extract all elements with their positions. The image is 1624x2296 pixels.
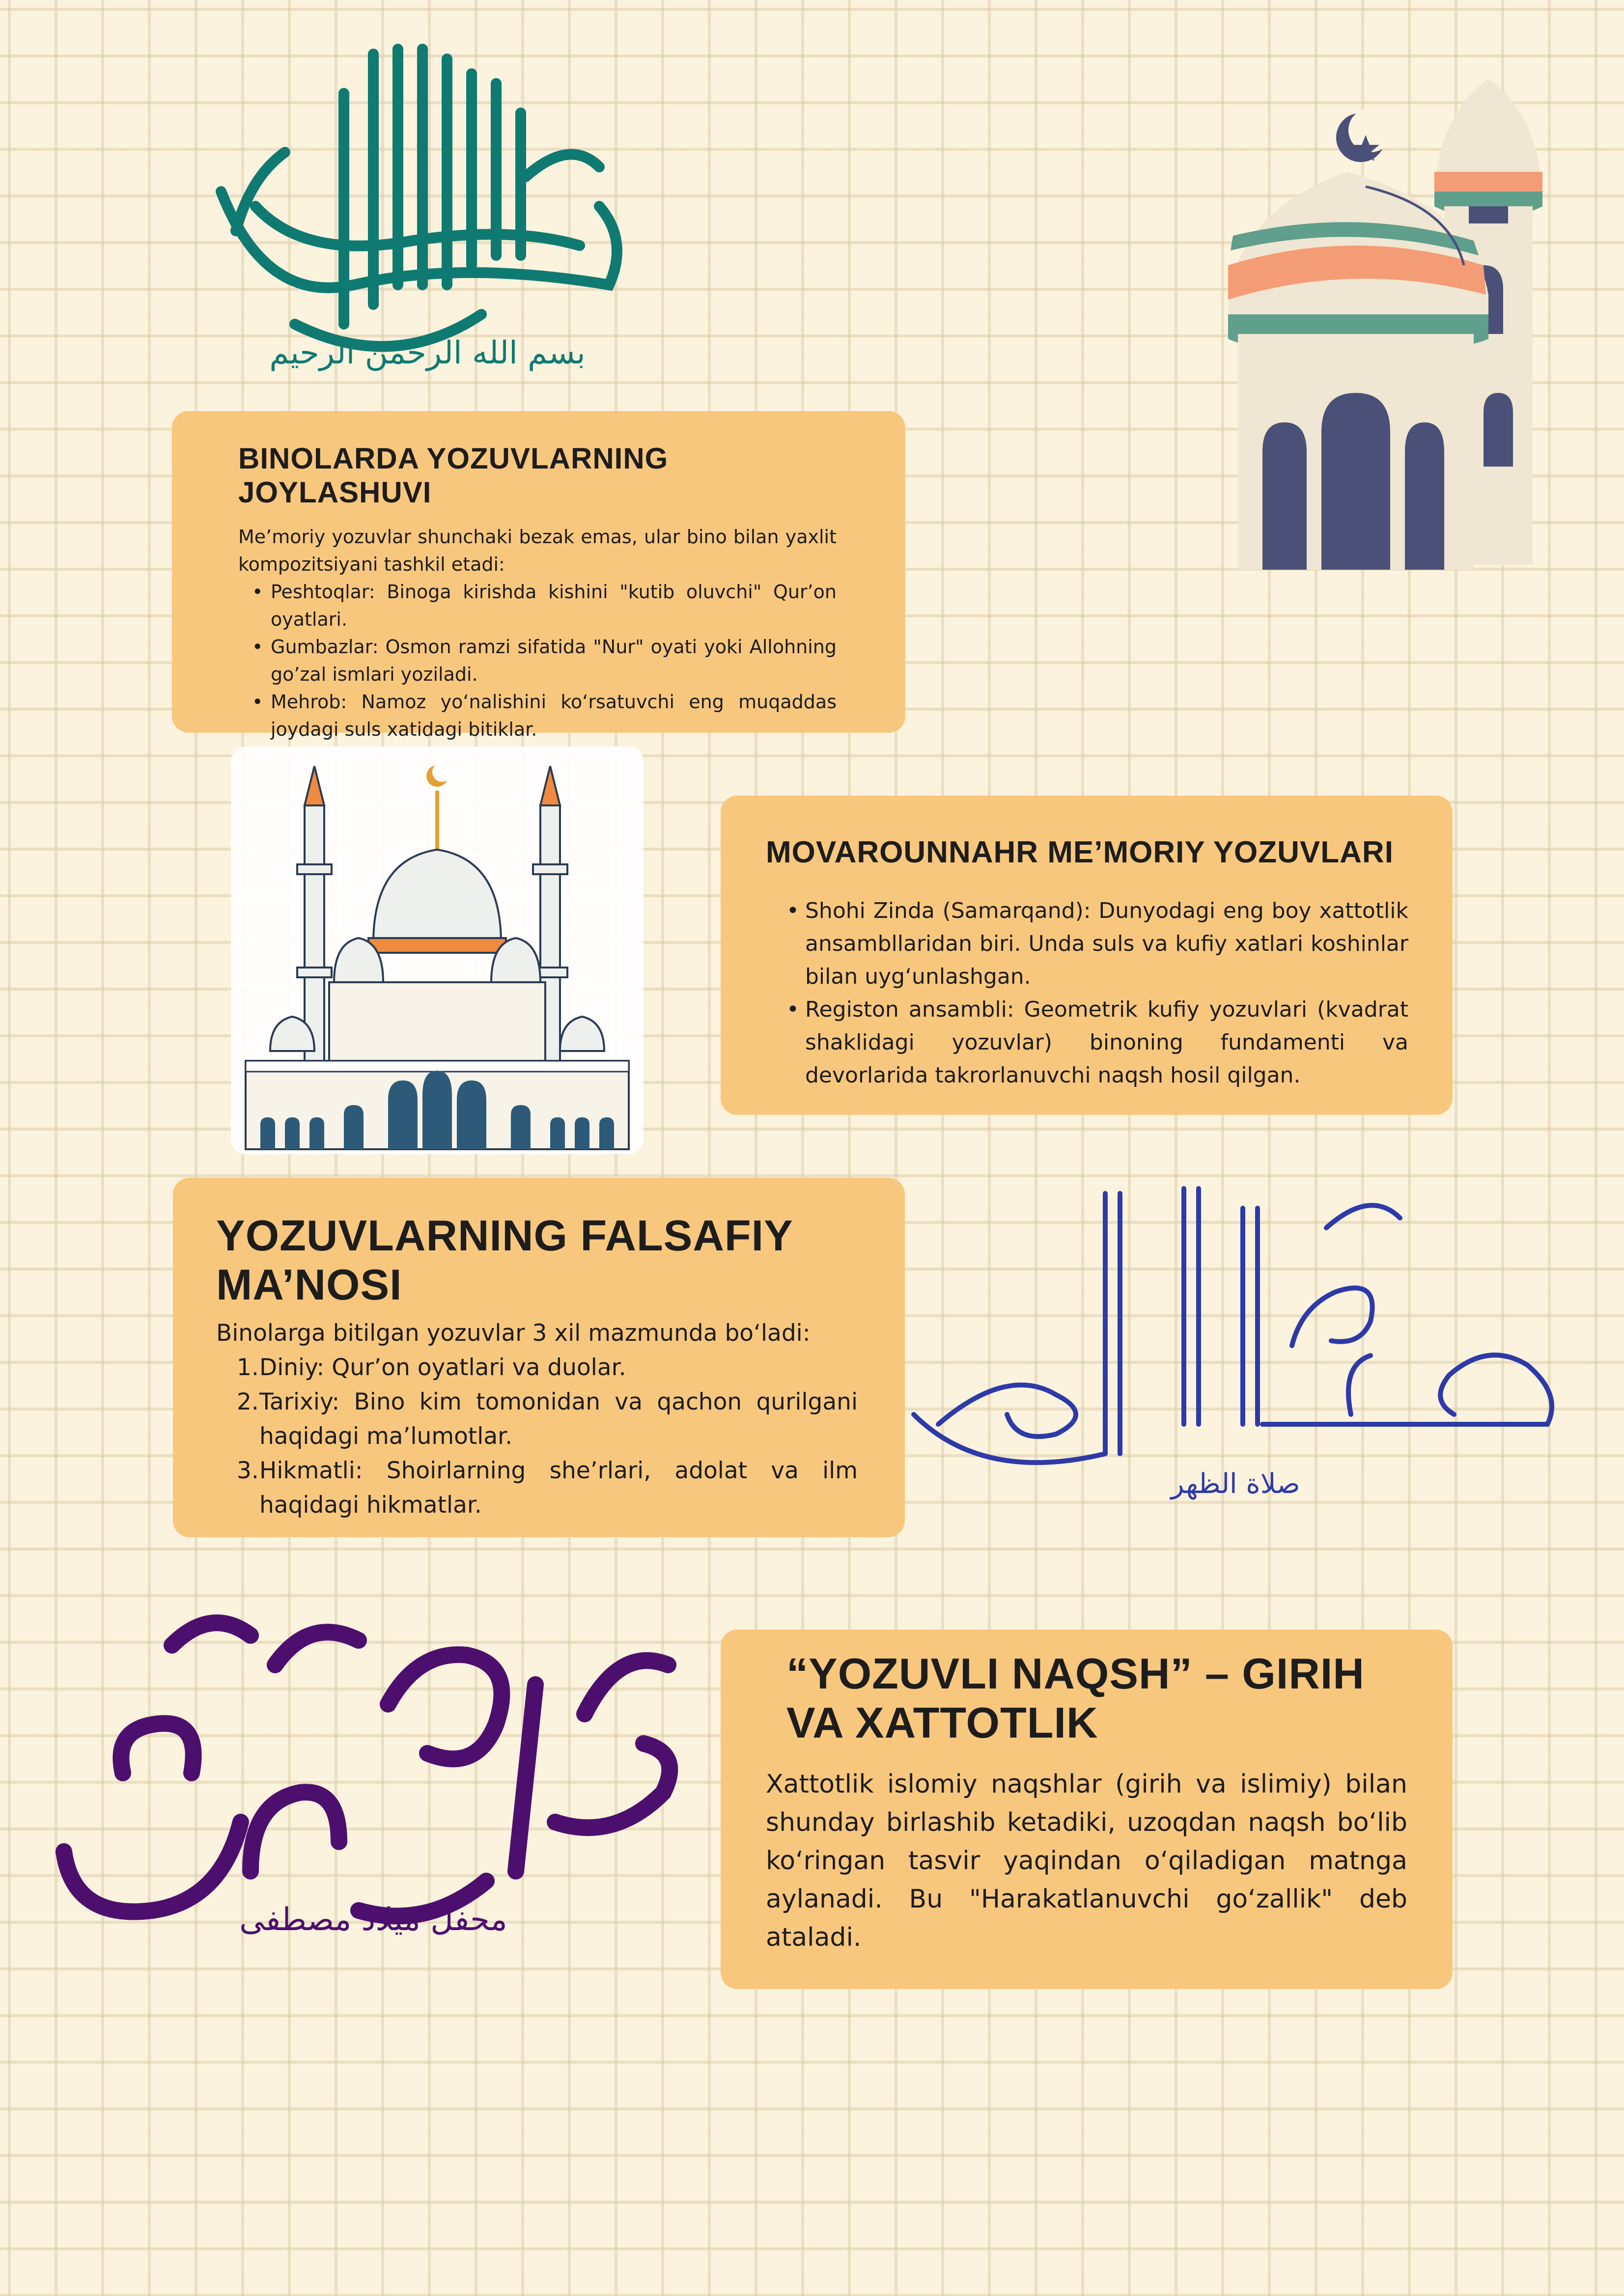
card4-body: Xattotlik islomiy naqshlar (girih va islimiy) bilan shunday birlashib ketadiki, uzoqdan naqsh bo‘lib ko‘ringan tasvir yaqindan o‘qiladigan matnga aylanadi. Bu "Harakatlanuvchi go‘zallik" deb ataladi. <box>766 1770 1407 1952</box>
card3-list <box>216 1351 858 1522</box>
basmala-calligraphy <box>206 29 648 383</box>
list-item: 3. Hikmatli: Shoirlarning she’rlari, adolat va ilm haqidagi hikmatlar. <box>237 1457 858 1519</box>
list-item: • Shohi Zinda (Samarqand): Dunyodagi eng boy xattotlik ansambllaridan biri. Unda suls va kufiy xatlari koshinlar bilan uyg‘unlashgan. <box>786 898 1408 989</box>
domes-illustration <box>1218 59 1601 580</box>
salat-zuhr-text: صلاة الظهر <box>1171 1468 1300 1500</box>
list-item: 1. Diniy: Qur’on oyatlari va duolar. <box>237 1354 626 1381</box>
card-movarounnahr-inscriptions <box>721 796 1453 1115</box>
mawlid-text: محفل ميلاد مصطفى <box>239 1902 507 1938</box>
basmala-text: بسم الله الرحمن الرحيم <box>269 335 586 371</box>
card1-intro: Me’moriy yozuvlar shunchaki bezak emas, ular bino bilan yaxlit kompozitsiyani tashkil etadi: <box>238 526 837 575</box>
list-item: • Mehrob: Namoz yo‘nalishini ko‘rsatuvchi eng muqaddas joydagi suls xatidagi bitiklar. <box>252 691 837 740</box>
salat-zuhr-calligraphy <box>909 1179 1562 1503</box>
card3-title: YOZUVLARNING FALSAFIY MA’NOSI <box>216 1211 793 1309</box>
mosque-illustration <box>226 747 648 1159</box>
list-item: • Gumbazlar: Osmon ramzi sifatida "Nur" oyati yoki Allohning go’zal ismlari yoziladi. <box>252 636 837 685</box>
card-girih-calligraphy <box>721 1630 1453 1989</box>
mawlid-calligraphy <box>44 1567 702 1940</box>
card2-list <box>766 894 1408 1092</box>
list-item: • Peshtoqlar: Binoga kirishda kishini "kutib oluvchi" Qur’on oyatlari. <box>252 581 837 630</box>
card4-title: “YOZUVLI NAQSH” – GIRIH VA XATTOTLIK <box>786 1649 1365 1747</box>
card2-title: MOVAROUNNAHR ME’MORIY YOZUVLARI <box>766 835 1394 869</box>
card-philosophical-meaning <box>173 1178 905 1537</box>
card1-list <box>238 578 837 743</box>
list-item: 2. Tarixiy: Bino kim tomonidan va qachon qurilgani haqidagi ma’lumotlar. <box>237 1388 858 1450</box>
card1-title: BINOLARDA YOZUVLARNING JOYLASHUVI <box>238 442 669 509</box>
card3-intro: Binolarga bitilgan yozuvlar 3 xil mazmunda bo‘ladi: <box>216 1320 811 1347</box>
list-item: • Registon ansambli: Geometrik kufiy yozuvlari (kvadrat shaklidagi yozuvlar) binoning fundamenti va devorlarida takrorlanuvchi naqsh hosil qilgan. <box>786 997 1408 1088</box>
card-inscriptions-placement <box>172 411 905 740</box>
